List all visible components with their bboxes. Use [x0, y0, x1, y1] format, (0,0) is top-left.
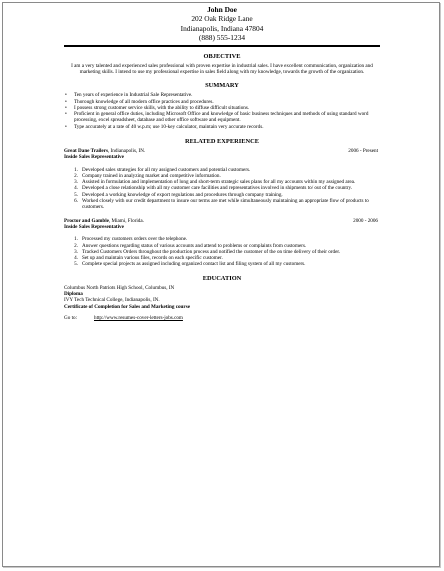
summary-heading: SUMMARY [205, 82, 239, 90]
job-dates: 2000 - 2006 [353, 217, 378, 224]
experience-heading: RELATED EXPERIENCE [185, 138, 259, 145]
candidate-name: John Doe [207, 5, 237, 14]
list-item: 3. Assisted in formulation and implementation of long and short-term strategic sales plans for all my accounts within my assigned area. [74, 179, 356, 186]
job-duties [64, 167, 380, 211]
list-item: 4. Set up and maintain various files, records on each specific customer. [74, 255, 223, 262]
objective-heading: OBJECTIVE [203, 52, 241, 60]
city-line: Indianapolis, Indiana 47804 [180, 23, 264, 33]
education-heading: EDUCATION [202, 274, 242, 282]
resume-header [64, 5, 380, 43]
job-role: Inside Sales Representative [64, 154, 124, 161]
company-name: Proctor and Gamble [64, 217, 109, 224]
list-item: • Type accurately at a rate of 40 w.p.m; use 10-key calculator, maintain very accurate records. [64, 124, 380, 130]
list-item: • Proficient in general office duties, including Microsoft Office and knowledge of basic business techniques and methods of using standard word processing, excel spreadsheet, database and other office software and equipment. [64, 111, 380, 124]
company-location: , Miami, Florida. [108, 217, 144, 224]
list-item: • Thorough knowledge of all modern office practices and procedures. [64, 99, 380, 105]
list-item: • I possess strong customer service skills, with the ability to diffuse difficult situations. [64, 105, 380, 111]
list-item: 1. Developed sales strategies for all my assigned customers and potential customers. [74, 166, 251, 173]
job-duties [64, 236, 380, 267]
website-link[interactable]: http://www.resumes-cover-letters-jobs.com [94, 314, 183, 321]
objective-text: I am a very talented and experienced sales professional with proven expertise in industrial sales. I have excellent communication, organization and marketing skills. I intend to use my professional expertise in sales field along with my knowledge, towards the growth of the organization. [71, 62, 373, 75]
goto-label: Go to: [64, 314, 77, 321]
school-name: Columbus North Patriots High School, Columbus, IN [64, 284, 175, 291]
school-name: IVY Tech Technical College, Indianapolis, IN. [64, 297, 160, 304]
list-item: 5. Complete special projects as assigned including organized contact list and filing system of all my customers. [74, 261, 306, 268]
credential: Certificate of Completion for Sales and Marketing course [64, 303, 190, 310]
list-item: • Ten years of experience in Industrial Sale Representative. [64, 92, 380, 98]
job-role: Inside Sales Representative [64, 223, 124, 230]
company-location: , Indianapolis, IN. [107, 148, 146, 154]
phone-line: (888) 555-1234 [198, 33, 246, 43]
list-item: 3. Tracked Customers Orders throughout the production process and notified the customer of the on time delivery of their order. [74, 248, 341, 255]
summary-list [64, 92, 380, 130]
credential: Diploma [64, 291, 83, 298]
list-item: 1. Processed my customers orders over the telephone. [74, 236, 188, 243]
list-item: 2. Company trained in analyzing market and competitive information. [74, 172, 221, 179]
address-line: 202 Oak Ridge Lane [191, 14, 253, 24]
company-name: Great Dane Trailers [64, 148, 108, 154]
list-item: 4. Developed a close relationship with all my customer care facilities and representatives involved in shipments to/ out of the country. [74, 185, 353, 192]
footer-goto [64, 315, 380, 321]
list-item: 6. Worked closely with our credit department to insure our terms are met while simultaneously maintaining an appropriate flow of products to customers. [74, 198, 369, 211]
job-dates: 2006 - Present [348, 148, 378, 154]
list-item: 5. Developed a working knowledge of export regulations and procedures through company training. [74, 191, 283, 198]
header-divider [64, 45, 380, 47]
list-item: 2. Answer questions regarding status of various accounts and attend to problems or complaints from customers. [74, 242, 307, 249]
